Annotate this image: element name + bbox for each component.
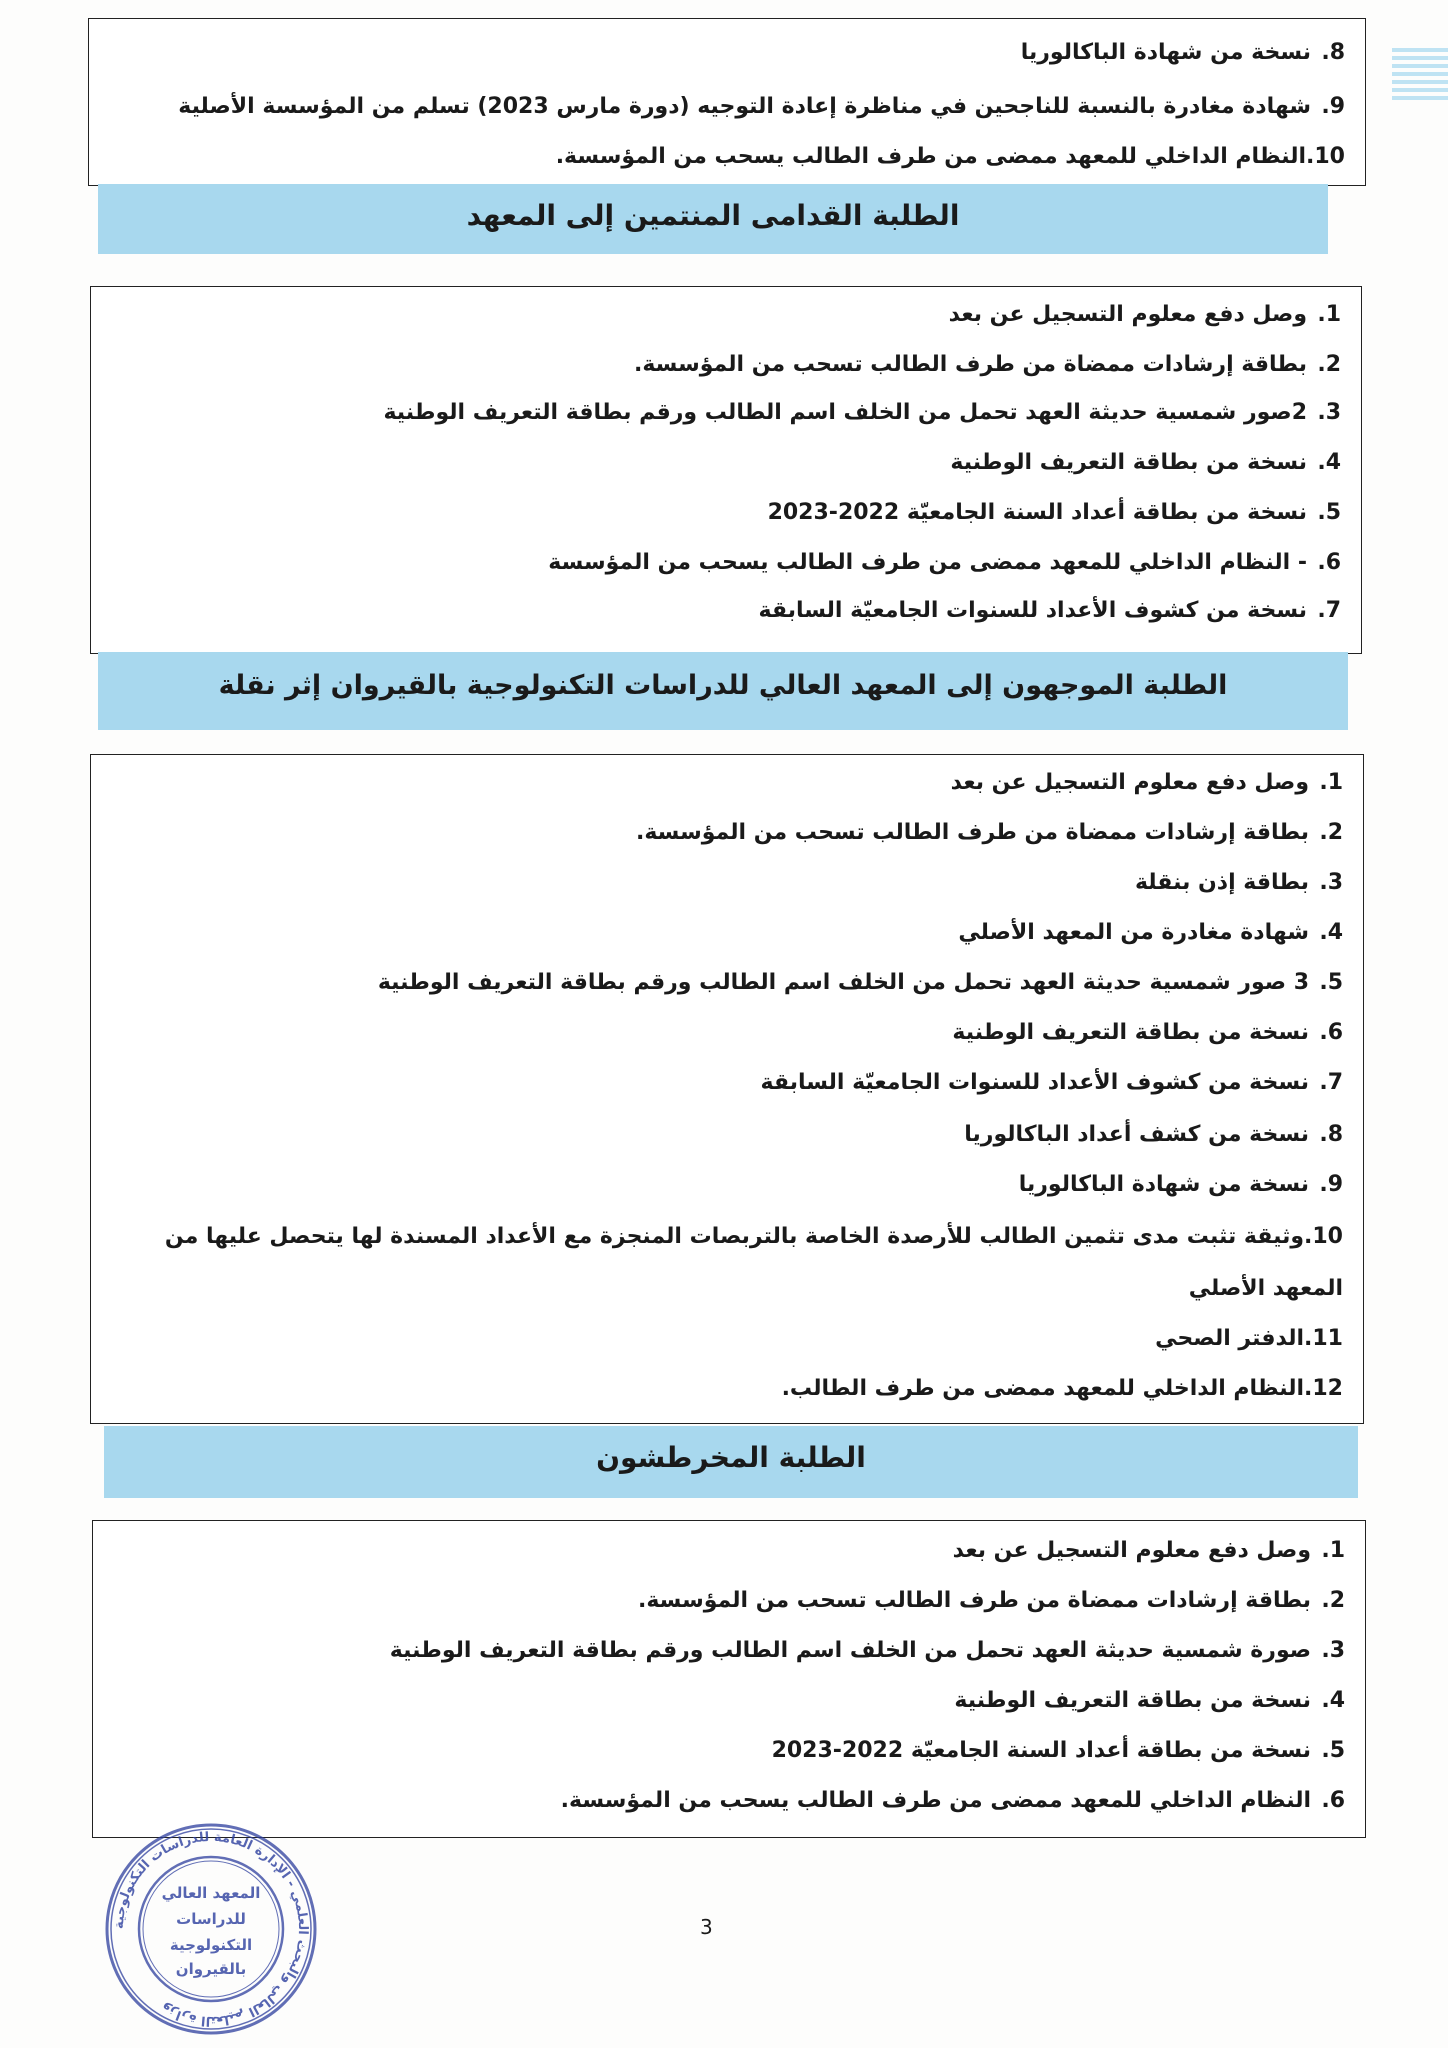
list-item: 5.نسخة من بطاقة أعداد السنة الجامعيّة 2022-2023	[771, 1738, 1345, 1763]
requirements-box-continued	[88, 18, 1366, 186]
stamp-outer-text: وزارة التعليم العالي والبحث العلمي - الإدارة العامة للدراسات التكنولوجية	[111, 1829, 311, 2029]
list-item: 3.بطاقة إذن بنقلة	[1134, 870, 1343, 895]
list-item: 3.صورة شمسية حديثة العهد تحمل من الخلف اسم الطالب ورقم بطاقة التعريف الوطنية	[389, 1638, 1345, 1663]
list-item: 4.شهادة مغادرة من المعهد الأصلي	[958, 920, 1343, 945]
list-item: 9.نسخة من شهادة الباكالوريا	[1018, 1172, 1343, 1197]
stamp-line-2: للدراسات	[176, 1910, 246, 1928]
list-item: 5.3 صور شمسية حديثة العهد تحمل من الخلف اسم الطالب ورقم بطاقة التعريف الوطنية	[377, 970, 1343, 995]
requirements-box-former-students	[90, 286, 1362, 654]
list-item: 4.نسخة من بطاقة التعريف الوطنية	[954, 1688, 1345, 1713]
list-item: 11.الدفتر الصحي	[1155, 1326, 1343, 1351]
section-heading-repeating-students: الطلبة المخرطشون	[104, 1426, 1358, 1498]
list-item: 1.وصل دفع معلوم التسجيل عن بعد	[948, 302, 1341, 327]
list-item: 2.بطاقة إرشادات ممضاة من طرف الطالب تسحب من المؤسسة.	[633, 352, 1341, 377]
list-item: 8.نسخة من شهادة الباكالوريا	[1020, 40, 1345, 65]
institution-stamp	[104, 1822, 318, 2036]
list-item: 6.- النظام الداخلي للمعهد ممضى من طرف الطالب يسحب من المؤسسة	[548, 550, 1341, 575]
list-item: 6.النظام الداخلي للمعهد ممضى من طرف الطالب يسحب من المؤسسة.	[560, 1788, 1345, 1813]
list-item: 1.وصل دفع معلوم التسجيل عن بعد	[952, 1538, 1345, 1563]
stamp-line-1: المعهد العالي	[161, 1884, 261, 1902]
requirements-box-repeating-students	[92, 1520, 1366, 1838]
list-item: 8.نسخة من كشف أعداد الباكالوريا	[964, 1122, 1343, 1147]
svg-text:وزارة التعليم العالي والبحث ال	[112, 1830, 310, 2028]
list-item: 2.بطاقة إرشادات ممضاة من طرف الطالب تسحب من المؤسسة.	[635, 820, 1343, 845]
list-item: 1.وصل دفع معلوم التسجيل عن بعد	[950, 770, 1343, 795]
requirements-box-transfer-students	[90, 754, 1364, 1424]
section-heading-former-students: الطلبة القدامى المنتمين إلى المعهد	[98, 184, 1328, 254]
section-heading-transfer-students: الطلبة الموجهون إلى المعهد العالي للدراسات التكنولوجية بالقيروان إثر نقلة	[98, 652, 1348, 730]
list-item: 6.نسخة من بطاقة التعريف الوطنية	[952, 1020, 1343, 1045]
stamp-line-3: التكنولوجية	[169, 1936, 253, 1954]
list-item: 3.2صور شمسية حديثة العهد تحمل من الخلف اسم الطالب ورقم بطاقة التعريف الوطنية	[383, 400, 1341, 425]
stamp-line-4: بالقيروان	[175, 1960, 247, 1978]
list-item: 10.وثيقة تثبت مدى تثمين الطالب للأرصدة الخاصة بالتربصات المنجزة مع الأعداد المسندة لها يتحصل عليها من المعهد الأصلي	[164, 1224, 1343, 1301]
edge-decoration	[1392, 48, 1448, 112]
list-item: 10.النظام الداخلي للمعهد ممضى من طرف الطالب يسحب من المؤسسة.	[555, 144, 1345, 169]
list-item: 12.النظام الداخلي للمعهد ممضى من طرف الطالب.	[781, 1376, 1343, 1401]
page-number: 3	[700, 1915, 713, 1939]
list-item: 5.نسخة من بطاقة أعداد السنة الجامعيّة 2022-2023	[767, 500, 1341, 525]
list-item: 7.نسخة من كشوف الأعداد للسنوات الجامعيّة السابقة	[760, 1070, 1343, 1095]
list-item: 2.بطاقة إرشادات ممضاة من طرف الطالب تسحب من المؤسسة.	[637, 1588, 1345, 1613]
list-item: 4.نسخة من بطاقة التعريف الوطنية	[950, 450, 1341, 475]
list-item: 7.نسخة من كشوف الأعداد للسنوات الجامعيّة السابقة	[758, 598, 1341, 623]
list-item: 9.شهادة مغادرة بالنسبة للناجحين في مناظرة إعادة التوجيه (دورة مارس 2023) تسلم من المؤسسة الأصلية	[178, 94, 1345, 119]
